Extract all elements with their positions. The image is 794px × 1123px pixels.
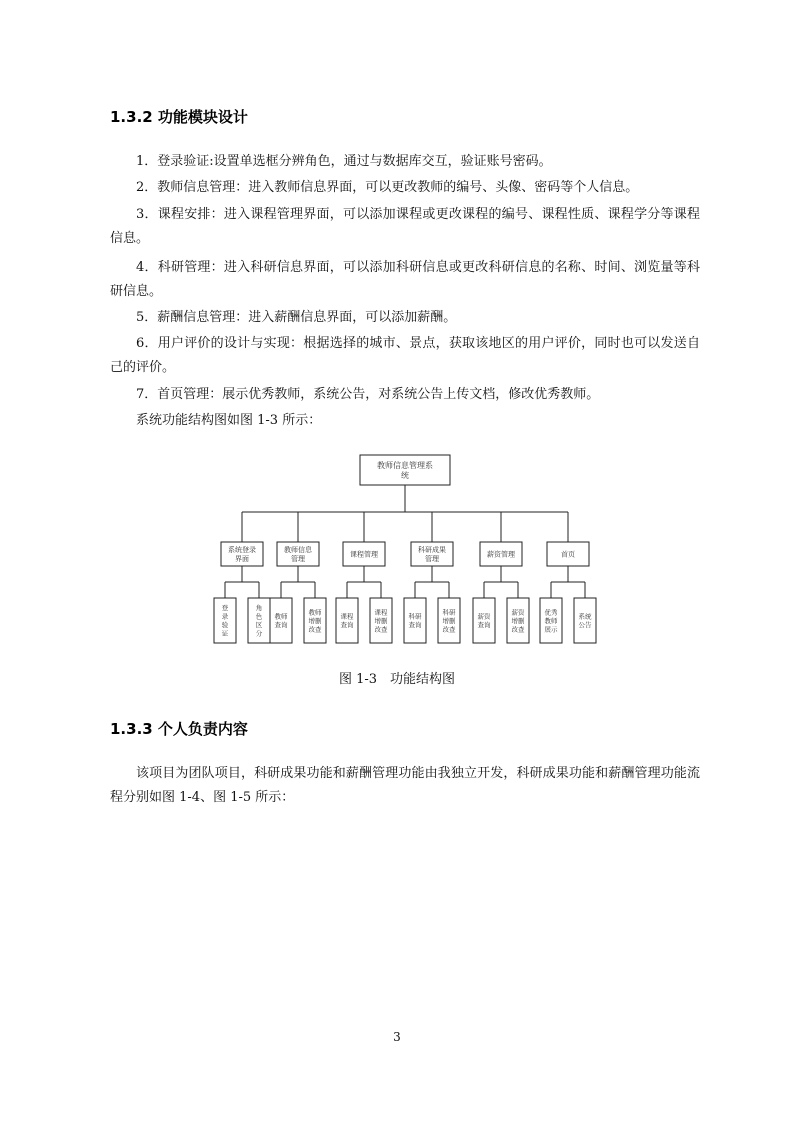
node-label: 课程管理 <box>350 550 378 559</box>
node-label: 系统 <box>578 612 592 621</box>
section-heading-personal-responsibility: 1.3.3 个人负责内容 <box>110 720 248 738</box>
node-label: 改查 <box>442 625 456 634</box>
node-label: 教师信息管理系 <box>377 460 433 470</box>
node-label: 薪资管理 <box>487 550 515 559</box>
node-label: 教师 <box>308 608 322 617</box>
node-label: 教师 <box>274 612 288 621</box>
node-label: 科研 <box>408 612 422 621</box>
node-label: 登 <box>221 604 229 613</box>
node-label: 增删 <box>374 616 388 625</box>
node-label: 录 <box>221 612 229 621</box>
node-label: 查询 <box>408 621 422 630</box>
node-label: 教师信息 <box>284 545 312 554</box>
node-label: 管理 <box>425 554 439 563</box>
list-item: 7．首页管理：展示优秀教师，系统公告，对系统公告上传文档，修改优秀教师。 <box>136 387 600 402</box>
node-label: 薪资 <box>511 608 525 617</box>
node-label: 区 <box>255 621 263 630</box>
body-paragraph: 该项目为团队项目，科研成果功能和薪酬管理功能由我独立开发，科研成果功能和薪酬管理功能流程分别如图 1-4、图 1-5 所示： <box>110 766 700 805</box>
node-label: 统 <box>401 470 409 480</box>
node-label: 改查 <box>511 625 525 634</box>
node-label: 增删 <box>308 616 322 625</box>
list-item: 4．科研管理：进入科研信息界面，可以添加科研信息或更改科研信息的名称、时间、浏览量等科研信息。 <box>110 260 700 299</box>
list-item: 2．教师信息管理：进入教师信息界面，可以更改教师的编号、头像、密码等个人信息。 <box>136 180 639 195</box>
list-item: 3．课程安排：进入课程管理界面，可以添加课程或更改课程的编号、课程性质、课程学分等课程信息。 <box>110 207 700 246</box>
list-item: 1．登录验证:设置单选框分辨角色，通过与数据库交互，验证账号密码。 <box>136 154 552 169</box>
node-label: 分 <box>255 629 263 638</box>
node-label: 公告 <box>578 621 592 630</box>
node-label: 科研成果 <box>418 545 446 554</box>
node-label: 查询 <box>340 621 354 630</box>
node-label: 查询 <box>274 621 288 630</box>
page-number: 3 <box>393 1030 401 1044</box>
list-item: 5．薪酬信息管理：进入薪酬信息界面，可以添加薪酬。 <box>136 310 457 325</box>
list-item: 6．用户评价的设计与实现：根据选择的城市、景点，获取该地区的用户评价，同时也可以发送自己的评价。 <box>110 336 700 375</box>
node-label: 展示 <box>544 625 558 634</box>
node-label: 课程 <box>374 608 388 617</box>
node-label: 薪资 <box>477 612 491 621</box>
node-label: 增删 <box>442 616 456 625</box>
node-label: 管理 <box>291 554 305 563</box>
figure-caption: 图 1-3 功能结构图 <box>338 672 456 687</box>
node-label: 首页 <box>561 550 575 559</box>
node-label: 改查 <box>374 625 388 634</box>
node-label: 色 <box>255 612 263 621</box>
node-label: 课程 <box>340 612 354 621</box>
figure-intro-text: 系统功能结构图如图 1-3 所示： <box>136 413 322 428</box>
node-label: 优秀 <box>544 608 558 617</box>
section-heading-functional-design: 1.3.2 功能模块设计 <box>110 108 248 126</box>
node-label: 验 <box>221 621 229 630</box>
node-label: 证 <box>221 629 229 638</box>
node-label: 界面 <box>235 554 249 563</box>
node-label: 科研 <box>442 608 456 617</box>
node-label: 教师 <box>544 616 558 625</box>
node-label: 系统登录 <box>228 545 256 554</box>
node-label: 改查 <box>308 625 322 634</box>
node-label: 角 <box>255 604 263 613</box>
node-label: 查询 <box>477 621 491 630</box>
node-label: 增删 <box>511 616 525 625</box>
